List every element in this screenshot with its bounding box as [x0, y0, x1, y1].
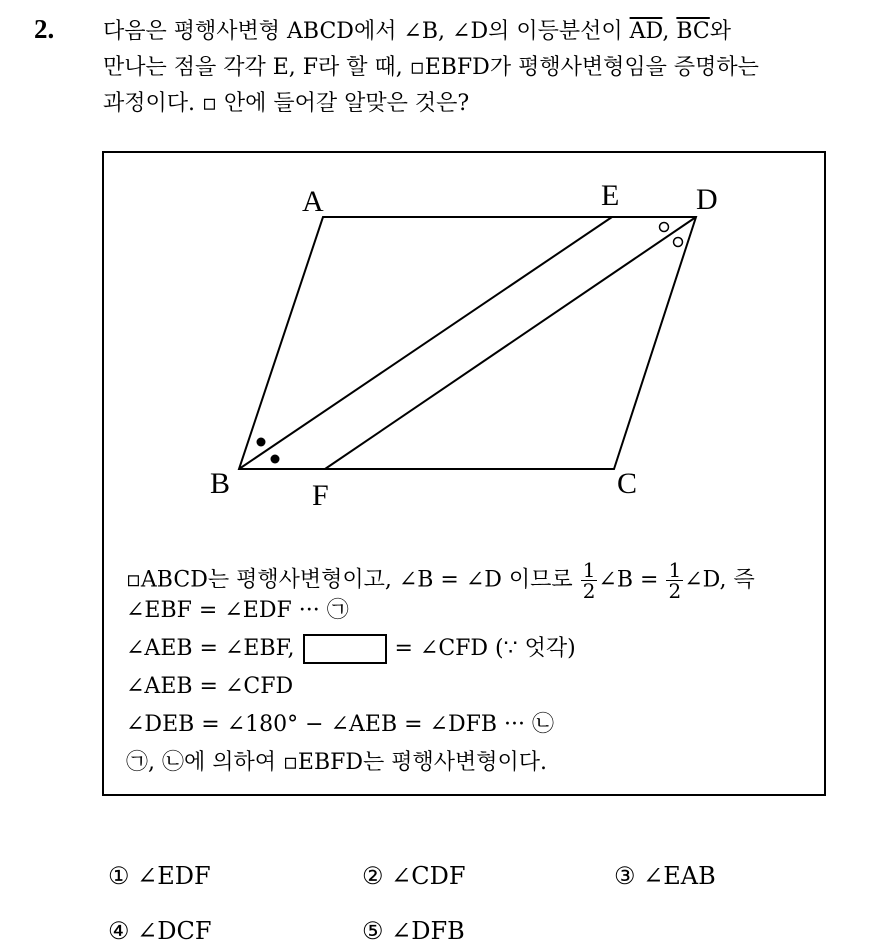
question-number: 2.	[34, 14, 55, 44]
label-e: E	[601, 179, 620, 212]
question-line-1	[103, 14, 863, 50]
choice-4[interactable]: ④ ∠DCF	[108, 917, 212, 945]
bisector-df	[325, 217, 696, 469]
segment-separator: ,	[662, 19, 677, 44]
choice-5[interactable]: ⑤ ∠DFB	[362, 917, 465, 945]
proof-line-4: ∠AEB = ∠CFD	[126, 674, 294, 699]
angle-mark-d2	[674, 238, 683, 247]
choice-3[interactable]: ③ ∠EAB	[614, 862, 716, 890]
fraction-numerator: 1	[668, 558, 682, 582]
fraction-denominator: 2	[668, 579, 682, 603]
angle-mark-b1	[257, 438, 266, 447]
proof-line-2: ∠EBF = ∠EDF ··· ㉠	[126, 598, 349, 623]
label-d: D	[696, 183, 718, 216]
proof-line-1	[126, 558, 755, 603]
bisector-be	[239, 217, 612, 469]
proof-line-5: ∠DEB = ∠180° − ∠AEB = ∠DFB ··· ㉡	[126, 712, 555, 737]
label-f: F	[312, 479, 329, 512]
proof-line-1-pre: ▫ABCD는 평행사변형이고, ∠B = ∠D 이므로	[126, 567, 573, 593]
segment-ad: $\overline{AD}$	[629, 19, 663, 44]
proof-line-1-post: ∠D, 즉	[684, 567, 755, 593]
segment-bc: $\overline{BC}$	[676, 19, 710, 44]
question-line-1-tail: 와	[709, 19, 732, 44]
label-b: B	[210, 467, 231, 500]
angle-mark-b2	[271, 455, 280, 464]
question-line-3: 과정이다. ▫ 안에 들어갈 알맞은 것은?	[103, 91, 470, 116]
angle-mark-d1	[660, 223, 669, 232]
label-c: C	[617, 467, 638, 500]
proof-line-3-post: = ∠CFD (∵ 엇각)	[394, 636, 576, 661]
proof-line-3	[126, 634, 576, 664]
fraction-half-1	[581, 560, 598, 601]
question-text	[103, 14, 863, 122]
proof-line-3-pre: ∠AEB = ∠EBF,	[126, 636, 295, 661]
proof-box	[102, 151, 826, 796]
fraction-numerator: 1	[582, 558, 596, 582]
label-a: A	[302, 185, 324, 218]
fraction-denominator: 2	[582, 579, 596, 603]
choice-1[interactable]: ① ∠EDF	[108, 862, 211, 890]
parallelogram-abcd	[239, 217, 696, 469]
answer-blank-box	[303, 634, 387, 664]
proof-line-6: ㉠, ㉡에 의하여 ▫EBFD는 평행사변형이다.	[126, 750, 548, 775]
parallelogram-figure	[104, 153, 824, 543]
choice-2[interactable]: ② ∠CDF	[362, 862, 466, 890]
question-line-2: 만나는 점을 각각 E, F라 할 때, ▫EBFD가 평행사변형임을 증명하는	[103, 55, 759, 80]
fraction-half-2	[666, 560, 683, 601]
proof-line-1-mid: ∠B =	[598, 567, 659, 593]
question-line-1-text: 다음은 평행사변형 ABCD에서 ∠B, ∠D의 이등분선이	[103, 19, 623, 44]
